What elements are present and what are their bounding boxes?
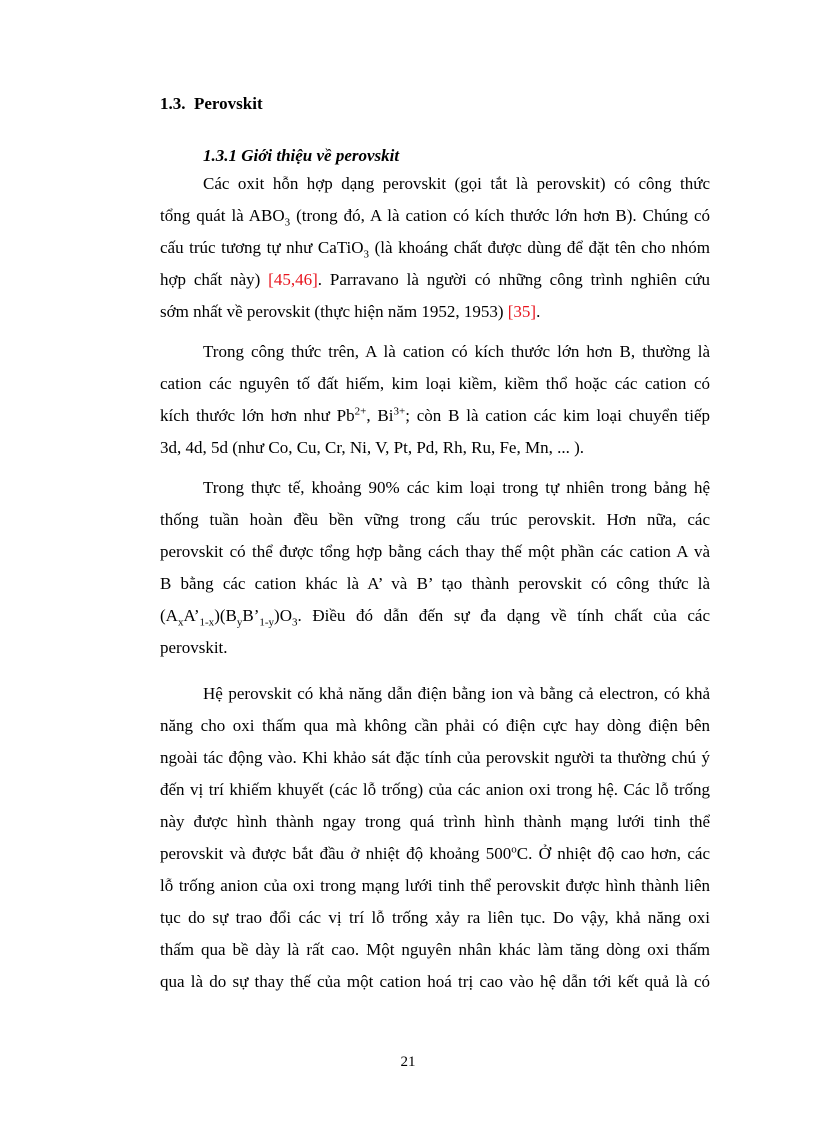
page-number: 21 [400, 1054, 416, 1070]
citation-link[interactable]: [45,46] [268, 270, 318, 289]
text-line: Trong công thức trên, A là cation có kích thước lớn hơn B, thường là [203, 342, 710, 361]
citation-link[interactable]: [35] [507, 302, 537, 321]
text-line: tổng quát là $ABO_3$ (trong đó, A là cation có kích thước lớn hơn B). Chúng có [160, 206, 711, 229]
text-line: sớm nhất về perovskit (thực hiện năm 1952, 1953) [35]. [160, 302, 541, 321]
text-line: Trong thực tế, khoảng 90% các kim loại trong tự nhiên trong bảng hệ [203, 478, 710, 497]
text-line: perovskit. [160, 638, 228, 657]
text-line: 3d, 4d, 5d (như Co, Cu, Cr, Ni, V, Pt, Pd, Rh, Ru, Fe, Mn, ... ). [160, 438, 584, 457]
text-line: $(A_xA’_{1-x})(B_yB’_{1-y})O_3$. Điều đó dẫn đến sự đa dạng về tính chất của các [160, 606, 710, 629]
text-line: đến vị trí khiếm khuyết (các lỗ trống) của các anion oxi trong hệ. Các lỗ trống [160, 780, 710, 799]
text-line: tục do sự trao đổi các vị trí lỗ trống xảy ra liên tục. Do vậy, khả năng oxi [160, 908, 710, 927]
text-line: này được hình thành ngay trong quá trình hình thành mạng lưới tinh thể [160, 812, 710, 831]
subsection-heading: 1.3.1 Giới thiệu về perovskit [203, 146, 400, 165]
text-line: cation các nguyên tố đất hiếm, kim loại kiềm, kiềm thổ hoặc các cation có [160, 374, 710, 393]
paragraph-4 [160, 678, 710, 998]
text-line: Các oxit hỗn hợp dạng perovskit (gọi tắt là perovskit) có công thức [203, 174, 710, 193]
text-line: năng cho oxi thấm qua mà không cần phải có điện cực hay dòng điện bên [160, 716, 710, 735]
paragraph-2 [160, 336, 710, 464]
text-line: thống tuần hoàn đều bền vững trong cấu trúc perovskit. Hơn nữa, các [160, 510, 710, 529]
text-line: ngoài tác động vào. Khi khảo sát đặc tính của perovskit người ta thường chú ý [160, 748, 710, 767]
section-heading [160, 94, 263, 114]
text-line: cấu trúc tương tự như CaTiO$_3$ (là khoáng chất được dùng để đặt tên cho nhóm [160, 238, 710, 261]
paragraph-1 [160, 168, 710, 328]
section-number: 1.3. [160, 94, 186, 113]
text-line: perovskit có thể được tổng hợp bằng cách thay thế một phần các cation A và [160, 542, 710, 561]
text-line: B bằng các cation khác là A’ và B’ tạo thành perovskit có công thức là [160, 574, 710, 593]
paragraph-3 [160, 472, 710, 664]
text-line: kích thước lớn hơn như $Pb^{2+}$, $Bi^{3+}$; còn B là cation các kim loại chuyển tiếp [160, 405, 711, 425]
section-title: Perovskit [194, 94, 263, 113]
text-line: Hệ perovskit có khả năng dẫn điện bằng ion và bằng cả electron, có khả [203, 684, 710, 703]
text-line: perovskit và được bắt đầu ở nhiệt độ khoảng 500$^o$C. Ở nhiệt độ cao hơn, các [160, 843, 710, 863]
text-line: hợp chất này) [45,46]. Parravano là người có những công trình nghiên cứu [160, 270, 710, 289]
text-line: lỗ trống anion của oxi trong mạng lưới tinh thể perovskit được hình thành liên [160, 876, 710, 895]
text-line: qua là do sự thay thế của một cation hoá trị cao vào hệ dẫn tới kết quả là có [160, 972, 710, 991]
text-line: thấm qua bề dày là rất cao. Một nguyên nhân khác làm tăng dòng oxi thấm [160, 940, 710, 959]
